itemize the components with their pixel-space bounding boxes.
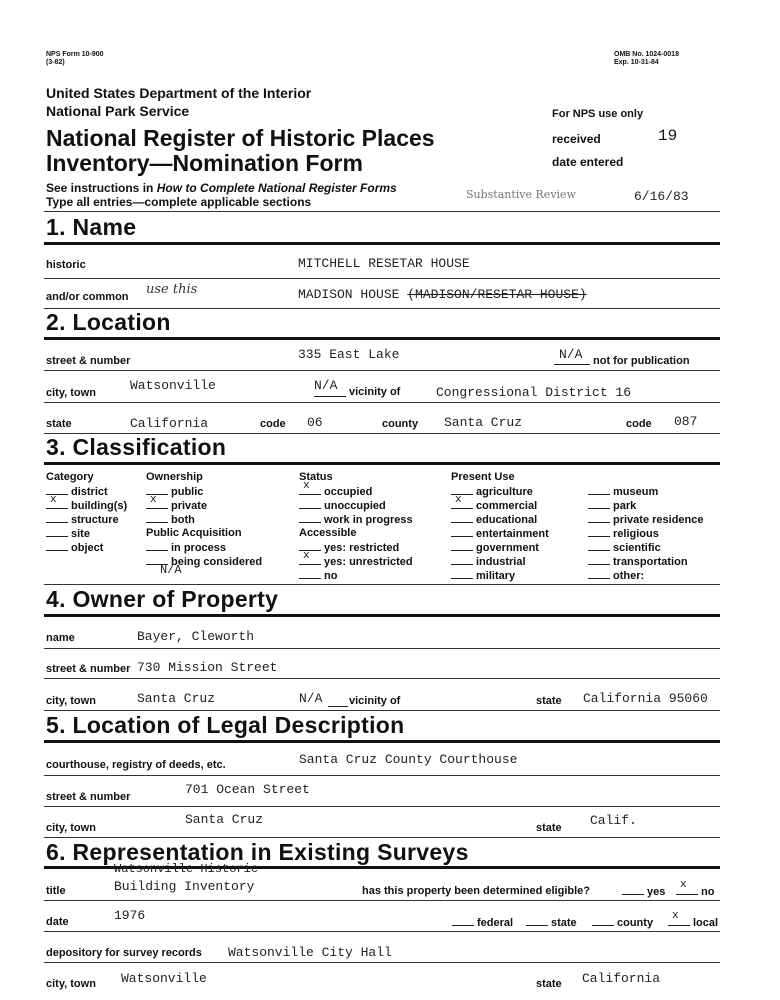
handwritten-note: use this bbox=[146, 282, 198, 297]
section-rule bbox=[44, 740, 720, 743]
acquisition-na: N/A bbox=[160, 563, 182, 577]
survey-title-line1: Watsonville Historic bbox=[114, 862, 259, 876]
legal-street-value: 701 Ocean Street bbox=[185, 782, 310, 797]
state-value: California bbox=[130, 416, 209, 431]
divider bbox=[44, 370, 720, 371]
survey-date-value: 1976 bbox=[114, 908, 146, 923]
section-heading-location: 2. Location bbox=[46, 309, 171, 335]
section-rule bbox=[44, 242, 720, 245]
historic-name-value: MITCHELL RESETAR HOUSE bbox=[298, 256, 470, 271]
section-heading-name: 1. Name bbox=[46, 214, 137, 240]
courthouse-value: Santa Cruz County Courthouse bbox=[299, 752, 518, 767]
ownership-options bbox=[146, 485, 207, 527]
option-commercial[interactable]: x commercial bbox=[451, 499, 549, 513]
option-no[interactable]: no bbox=[299, 569, 413, 583]
received-stamp: 19 bbox=[658, 127, 678, 145]
owner-city-value: Santa Cruz bbox=[137, 691, 216, 706]
congressional-district-value: Congressional District 16 bbox=[436, 385, 632, 400]
section-heading-surveys: 6. Representation in Existing Surveys bbox=[46, 839, 469, 865]
city-value: Watsonville bbox=[130, 378, 216, 393]
blank-line bbox=[314, 396, 346, 397]
owner-name-label: name bbox=[46, 632, 75, 644]
common-name-label: and/or common bbox=[46, 291, 129, 303]
depository-value: Watsonville City Hall bbox=[228, 945, 392, 960]
survey-date-label: date bbox=[46, 916, 69, 928]
option-public[interactable]: public bbox=[146, 485, 207, 499]
option-both[interactable]: both bbox=[146, 513, 207, 527]
street-value: 335 East Lake bbox=[298, 347, 400, 362]
option-occupied[interactable]: x occupied bbox=[299, 485, 413, 499]
blank-line bbox=[554, 364, 590, 365]
survey-city-label: city, town bbox=[46, 978, 96, 990]
form-number: NPS Form 10-900 bbox=[46, 51, 104, 58]
survey-state-label: state bbox=[536, 978, 562, 990]
county-label: county bbox=[382, 418, 419, 430]
option-religious[interactable]: religious bbox=[588, 527, 704, 541]
state-option[interactable]: state bbox=[526, 916, 577, 929]
depository-label: depository for survey records bbox=[46, 947, 202, 959]
option-museum[interactable]: museum bbox=[588, 485, 704, 499]
historic-label: historic bbox=[46, 259, 86, 271]
category-options bbox=[46, 485, 127, 555]
nps-use-only: For NPS use only bbox=[552, 108, 644, 120]
eligible-yes-option[interactable]: yes bbox=[622, 885, 665, 898]
section-heading-owner: 4. Owner of Property bbox=[46, 586, 279, 612]
owner-street-label: street & number bbox=[46, 663, 131, 675]
state-code-value: 06 bbox=[307, 415, 323, 430]
divider bbox=[44, 402, 720, 403]
owner-state-label: state bbox=[536, 695, 562, 707]
local-option[interactable]: x local bbox=[668, 916, 718, 929]
section-rule bbox=[44, 614, 720, 617]
eligible-question: has this property been determined eligible? bbox=[362, 885, 590, 897]
section-rule bbox=[44, 462, 720, 465]
legal-state-value: Calif. bbox=[590, 813, 637, 828]
accessible-options bbox=[299, 541, 413, 583]
na-marker: N/A bbox=[559, 347, 583, 362]
owner-city-label: city, town bbox=[46, 695, 96, 707]
accessible-heading: Accessible bbox=[299, 527, 357, 539]
option-military[interactable]: military bbox=[451, 569, 549, 583]
present-use-heading: Present Use bbox=[451, 471, 515, 483]
instructions-line2: Type all entries—complete applicable sections bbox=[46, 195, 312, 209]
na-marker: N/A bbox=[299, 691, 323, 706]
option-structure[interactable]: structure bbox=[46, 513, 127, 527]
divider bbox=[44, 584, 720, 585]
option-district[interactable]: district bbox=[46, 485, 127, 499]
street-number-label: street & number bbox=[46, 355, 131, 367]
option-transportation[interactable]: transportation bbox=[588, 555, 704, 569]
expiration: Exp. 10-31-84 bbox=[614, 59, 659, 66]
option-educational[interactable]: educational bbox=[451, 513, 549, 527]
county-code-value: 087 bbox=[674, 414, 698, 429]
divider bbox=[44, 678, 720, 679]
code-label: code bbox=[260, 418, 286, 430]
divider bbox=[44, 931, 720, 932]
status-options bbox=[299, 480, 413, 527]
received-label: received bbox=[552, 132, 601, 146]
option-private[interactable]: x private bbox=[146, 499, 207, 513]
option-agriculture[interactable]: agriculture bbox=[451, 485, 549, 499]
public-acquisition-heading: Public Acquisition bbox=[146, 527, 242, 539]
blank-line bbox=[328, 706, 348, 707]
option-yes-restricted[interactable]: yes: restricted bbox=[299, 541, 413, 555]
survey-city-value: Watsonville bbox=[121, 971, 207, 986]
service: National Park Service bbox=[46, 103, 190, 119]
divider bbox=[44, 278, 720, 279]
option-private-residence[interactable]: private residence bbox=[588, 513, 704, 527]
option-work-in-progress[interactable]: work in progress bbox=[299, 513, 413, 527]
city-town-label: city, town bbox=[46, 387, 96, 399]
option-industrial[interactable]: industrial bbox=[451, 555, 549, 569]
struck-name: (MADISON/RESETAR HOUSE) bbox=[407, 287, 587, 302]
county-code-label: code bbox=[626, 418, 652, 430]
legal-street-label: street & number bbox=[46, 791, 131, 803]
divider bbox=[44, 900, 720, 901]
option-being-considered[interactable]: being considered bbox=[146, 555, 262, 569]
date-entered-label: date entered bbox=[552, 155, 624, 169]
option-buildings[interactable]: x building(s) bbox=[46, 499, 127, 513]
option-object[interactable]: object bbox=[46, 541, 127, 555]
section-heading-legal-description: 5. Location of Legal Description bbox=[46, 712, 405, 738]
vicinity-label: vicinity of bbox=[349, 386, 401, 398]
not-for-publication-label: not for publication bbox=[593, 355, 690, 367]
option-in-process[interactable]: in process bbox=[146, 541, 262, 555]
status-heading: Status bbox=[299, 471, 333, 483]
option-scientific[interactable]: scientific bbox=[588, 541, 704, 555]
divider bbox=[44, 710, 720, 711]
present-use-options-1 bbox=[451, 485, 549, 583]
form-title-line1: National Register of Historic Places bbox=[46, 125, 435, 151]
form-revision: (3-82) bbox=[46, 59, 65, 66]
department: United States Department of the Interior bbox=[46, 85, 312, 101]
category-heading: Category bbox=[46, 471, 94, 483]
option-other[interactable]: other: bbox=[588, 569, 704, 583]
owner-street-value: 730 Mission Street bbox=[137, 660, 278, 675]
review-stamp: Substantive Review bbox=[466, 188, 576, 201]
survey-title-line2: Building Inventory bbox=[114, 879, 255, 894]
divider bbox=[44, 837, 720, 838]
section-rule bbox=[44, 337, 720, 340]
courthouse-label: courthouse, registry of deeds, etc. bbox=[46, 759, 226, 771]
owner-name-value: Bayer, Cleworth bbox=[137, 629, 255, 644]
option-government[interactable]: government bbox=[451, 541, 549, 555]
owner-state-value: California 95060 bbox=[583, 691, 708, 706]
legal-city-value: Santa Cruz bbox=[185, 812, 264, 827]
county-option[interactable]: county bbox=[592, 916, 653, 929]
divider bbox=[44, 962, 720, 963]
option-yes-unrestricted[interactable]: x yes: unrestricted bbox=[299, 555, 413, 569]
option-site[interactable]: site bbox=[46, 527, 127, 541]
divider bbox=[44, 775, 720, 776]
divider bbox=[44, 806, 720, 807]
eligible-no-option[interactable]: x no bbox=[676, 885, 714, 898]
ownership-heading: Ownership bbox=[146, 471, 203, 483]
divider bbox=[44, 211, 720, 212]
present-use-options-2 bbox=[588, 485, 704, 583]
option-park[interactable]: park bbox=[588, 499, 704, 513]
vicinity-label: vicinity of bbox=[349, 695, 401, 707]
instructions-line1: See instructions in How to Complete National Register Forms bbox=[46, 181, 397, 195]
county-value: Santa Cruz bbox=[444, 415, 523, 430]
option-unoccupied[interactable]: unoccupied bbox=[299, 499, 413, 513]
federal-option[interactable]: federal bbox=[452, 916, 513, 929]
survey-state-value: California bbox=[582, 971, 661, 986]
legal-city-label: city, town bbox=[46, 822, 96, 834]
section-heading-classification: 3. Classification bbox=[46, 434, 227, 460]
na-marker: N/A bbox=[314, 378, 338, 393]
review-date: 6/16/83 bbox=[634, 189, 689, 204]
divider bbox=[44, 648, 720, 649]
survey-title-label: title bbox=[46, 885, 66, 897]
form-title-line2: Inventory—Nomination Form bbox=[46, 150, 363, 176]
state-label: state bbox=[46, 418, 72, 430]
legal-state-label: state bbox=[536, 822, 562, 834]
omb-number: OMB No. 1024-0018 bbox=[614, 51, 679, 58]
option-entertainment[interactable]: entertainment bbox=[451, 527, 549, 541]
common-name-value: MADISON HOUSE (MADISON/RESETAR HOUSE) bbox=[298, 287, 587, 302]
